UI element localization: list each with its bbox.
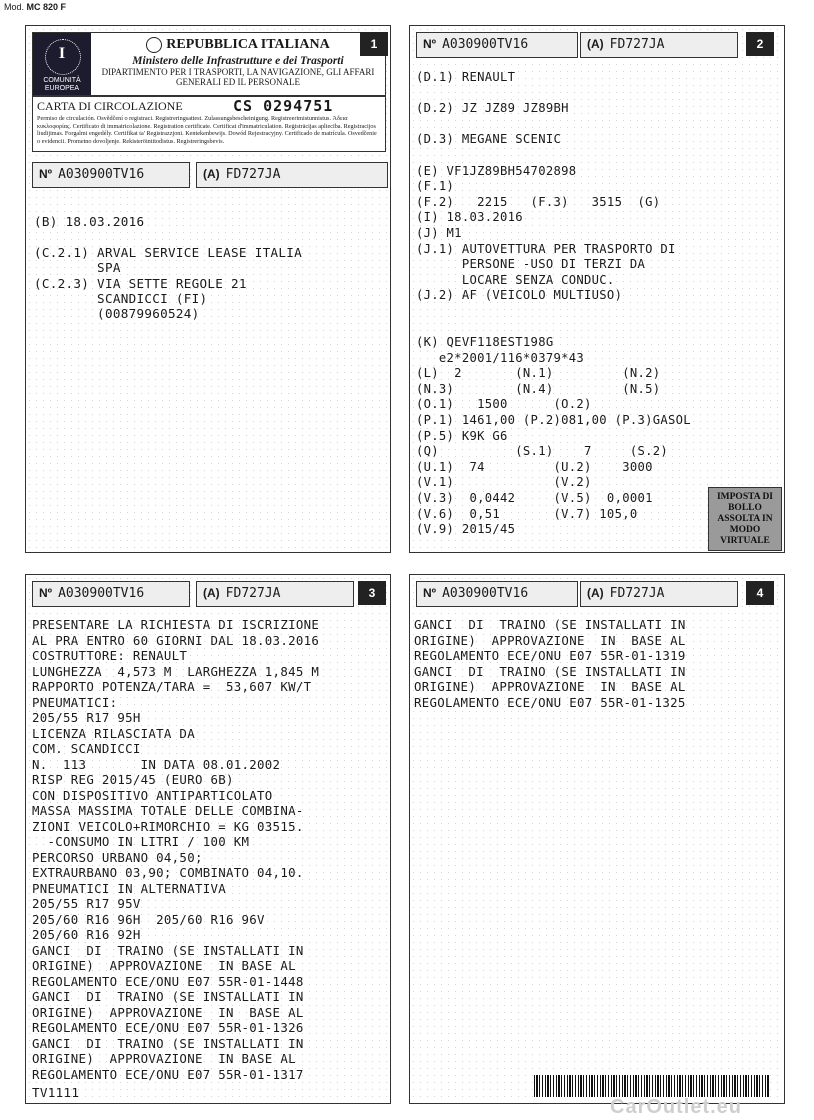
field-line: (V.6) 0,51 (V.7) 105,0 bbox=[416, 506, 638, 521]
field-line: 205/55 R17 95V bbox=[32, 896, 141, 911]
field-line: (00879960524) bbox=[34, 306, 200, 322]
field-line: SPA bbox=[34, 260, 121, 276]
field-line: (F.2) 2215 (F.3) 3515 (G) bbox=[416, 194, 661, 209]
field-line: 205/60 R16 96H 205/60 R16 96V bbox=[32, 911, 265, 927]
field-line: LUNGHEZZA 4,573 M LARGHEZZA 1,845 M bbox=[32, 663, 320, 679]
multilingual-text: Permiso de circulación. Osvědčení o registraci. Registreringsattest. Zulassungsbescheinigung. Registreerimistunnistus. Άδεια κυκλοφορίας. Certificato di immatricolazione. Registration certificate. Certificat d'immatriculation. Reģistrācijas apliecība. Registracijos liudijimas. Forgalmi engedély. Certifikat ta' Registrazzjoni. Kentekenbewijs. Dowód Rejestracyjny. Certificado de matrícula. Osvedčenie o evidencii. Prometno dovoljenje. Rekisteröintitodistus. Registreringsbevis. bbox=[37, 115, 377, 145]
field-line: MASSA MASSIMA TOTALE DELLE COMBINA- bbox=[32, 803, 304, 818]
field-line bbox=[416, 86, 691, 102]
panel-2 bbox=[409, 25, 785, 553]
field-line: (P.1) 1461,00 (P.2)081,00 (P.3)GASOL bbox=[416, 413, 691, 428]
field-line: (U.1) 74 (U.2) 3000 bbox=[416, 459, 653, 474]
field-line: REGOLAMENTO ECE/ONU E07 55R-01-1325 bbox=[414, 694, 686, 710]
field-line: (D.1) RENAULT bbox=[416, 70, 516, 84]
field-line: (C.2.3) VIA SETTE REGOLE 21 bbox=[34, 275, 247, 291]
field-line: GANCI DI TRAINO (SE INSTALLATI IN bbox=[32, 989, 304, 1004]
field-line: -CONSUMO IN LITRI / 100 KM bbox=[32, 834, 250, 849]
registration-code-box: Nº A030900TV16 bbox=[32, 581, 190, 607]
field-line: LOCARE SENZA CONDUC. bbox=[416, 272, 615, 287]
field-line: AL PRA ENTRO 60 GIORNI DAL 18.03.2016 bbox=[32, 632, 320, 648]
ministry-title: Ministero delle Infrastrutture e dei Trasporti bbox=[132, 55, 344, 68]
field-line: (V.1) (V.2) bbox=[416, 475, 592, 490]
field-line: REGOLAMENTO ECE/ONU E07 55R-01-1317 bbox=[32, 1066, 304, 1082]
field-line: PRESENTARE LA RICHIESTA DI ISCRIZIONE bbox=[32, 617, 320, 632]
field-line: (F.1) bbox=[416, 179, 455, 194]
barcode bbox=[534, 1075, 770, 1097]
panel-number-1: 1 bbox=[360, 32, 388, 56]
field-line: (I) 18.03.2016 bbox=[416, 210, 523, 225]
field-line: ORIGINE) APPROVAZIONE IN BASE AL bbox=[32, 1004, 304, 1020]
field-line bbox=[416, 304, 691, 320]
plate-box: (A) FD727JA bbox=[580, 32, 738, 58]
field-line: (D.2) JZ JZ89 JZ89BH bbox=[416, 101, 569, 116]
field-line: RISP REG 2015/45 (EURO 6B) bbox=[32, 772, 234, 787]
field-line: PNEUMATICI: bbox=[32, 694, 118, 710]
field-line: ZIONI VEICOLO+RIMORCHIO = KG 03515. bbox=[32, 818, 304, 834]
field-line: (V.9) 2015/45 bbox=[416, 522, 516, 537]
virtual-stamp-duty-badge: IMPOSTA DI BOLLO ASSOLTA IN MODO VIRTUALE bbox=[708, 487, 782, 551]
panel-3 bbox=[25, 574, 391, 1104]
eu-flag-logo: I COMUNITÀ EUROPEA bbox=[33, 33, 91, 95]
panel-3-footer-code: TV1111 bbox=[32, 1085, 80, 1100]
registration-code-box: Nº A030900TV16 bbox=[416, 581, 578, 607]
field-line: LICENZA RILASCIATA DA bbox=[32, 725, 195, 741]
panel-number-4: 4 bbox=[746, 581, 774, 605]
field-line: (D.3) MEGANE SCENIC bbox=[416, 132, 562, 147]
plate-box: (A) FD727JA bbox=[580, 581, 738, 607]
field-line: COM. SCANDICCI bbox=[32, 741, 141, 756]
field-line: (B) 18.03.2016 bbox=[34, 214, 145, 229]
field-line: 205/55 R17 95H bbox=[32, 710, 141, 725]
field-line: (J) M1 bbox=[416, 225, 462, 240]
field-line: EXTRAURBANO 03,90; COMBINATO 04,10. bbox=[32, 865, 304, 880]
field-line: GANCI DI TRAINO (SE INSTALLATI IN bbox=[414, 617, 686, 632]
field-line: RAPPORTO POTENZA/TARA = 53,607 KW/T bbox=[32, 679, 312, 694]
field-line: (O.1) 1500 (O.2) bbox=[416, 397, 592, 412]
field-line: N. 113 IN DATA 08.01.2002 bbox=[32, 756, 281, 772]
registration-code-box: Nº A030900TV16 bbox=[416, 32, 578, 58]
field-line: ORIGINE) APPROVAZIONE IN BASE AL bbox=[32, 958, 296, 973]
field-line: GANCI DI TRAINO (SE INSTALLATI IN bbox=[32, 1035, 304, 1051]
carta-title: CARTA DI CIRCOLAZIONE bbox=[37, 99, 183, 113]
field-line: ORIGINE) APPROVAZIONE IN BASE AL bbox=[414, 632, 686, 648]
field-line: 205/60 R16 92H bbox=[32, 927, 141, 942]
model-code: Mod. MC 820 F bbox=[4, 2, 67, 12]
field-line: REGOLAMENTO ECE/ONU E07 55R-01-1326 bbox=[32, 1020, 304, 1035]
field-line bbox=[416, 117, 691, 133]
panel-number-2: 2 bbox=[746, 32, 774, 56]
field-line: (Q) (S.1) 7 (S.2) bbox=[416, 444, 669, 459]
field-line: REGOLAMENTO ECE/ONU E07 55R-01-1319 bbox=[414, 648, 686, 663]
field-line: PERCORSO URBANO 04,50; bbox=[32, 849, 203, 865]
field-line: (V.3) 0,0442 (V.5) 0,0001 bbox=[416, 491, 653, 506]
panel-3-fields bbox=[32, 617, 319, 1082]
carta-circolazione-box bbox=[32, 96, 386, 152]
field-line: PERSONE -USO DI TERZI DA bbox=[416, 257, 646, 272]
department-title: DIPARTIMENTO PER I TRASPORTI, LA NAVIGAZIONE, GLI AFFARI GENERALI ED IL PERSONALE bbox=[101, 67, 375, 88]
field-line: (J.2) AF (VEICOLO MULTIUSO) bbox=[416, 288, 623, 303]
field-line: GANCI DI TRAINO (SE INSTALLATI IN bbox=[414, 663, 686, 679]
carta-series-number: CS 0294751 bbox=[233, 97, 334, 115]
panel-4-fields bbox=[414, 617, 686, 710]
registration-code-box: Nº A030900TV16 bbox=[32, 162, 190, 188]
field-line: (N.3) (N.4) (N.5) bbox=[416, 381, 661, 396]
field-line bbox=[416, 320, 691, 336]
panel-1 bbox=[25, 25, 391, 553]
panel-1-fields bbox=[34, 214, 302, 322]
field-line: REGOLAMENTO ECE/ONU E07 55R-01-1448 bbox=[32, 973, 304, 989]
plate-box: (A) FD727JA bbox=[196, 162, 388, 188]
field-line: e2*2001/116*0379*43 bbox=[416, 350, 585, 365]
field-line: (J.1) AUTOVETTURA PER TRASPORTO DI bbox=[416, 241, 676, 256]
field-line: GANCI DI TRAINO (SE INSTALLATI IN bbox=[32, 942, 304, 958]
republic-emblem-icon bbox=[146, 37, 162, 53]
field-line: (E) VF1JZ89BH54702898 bbox=[416, 163, 577, 178]
field-line: PNEUMATICI IN ALTERNATIVA bbox=[32, 880, 226, 896]
panel-number-3: 3 bbox=[358, 581, 386, 605]
field-line: SCANDICCI (FI) bbox=[34, 290, 208, 306]
watermark: CarOutlet.eu bbox=[610, 1096, 743, 1118]
panel-2-fields bbox=[416, 70, 691, 538]
field-line bbox=[416, 148, 691, 164]
field-line: (P.5) K9K G6 bbox=[416, 428, 508, 443]
field-line: (C.2.1) ARVAL SERVICE LEASE ITALIA bbox=[34, 244, 302, 260]
field-line: ORIGINE) APPROVAZIONE IN BASE AL bbox=[414, 679, 686, 694]
plate-box: (A) FD727JA bbox=[196, 581, 354, 607]
field-line: (K) QEVF118EST198G bbox=[416, 335, 554, 350]
field-line: CON DISPOSITIVO ANTIPARTICOLATO bbox=[32, 787, 273, 803]
field-line: COSTRUTTORE: RENAULT bbox=[32, 648, 188, 663]
document-header bbox=[32, 32, 386, 96]
panel-4 bbox=[409, 574, 785, 1104]
field-line bbox=[34, 229, 302, 244]
field-line: (L) 2 (N.1) (N.2) bbox=[416, 366, 661, 381]
republic-title: REPUBBLICA ITALIANA bbox=[166, 37, 330, 53]
field-line: ORIGINE) APPROVAZIONE IN BASE AL bbox=[32, 1051, 296, 1066]
